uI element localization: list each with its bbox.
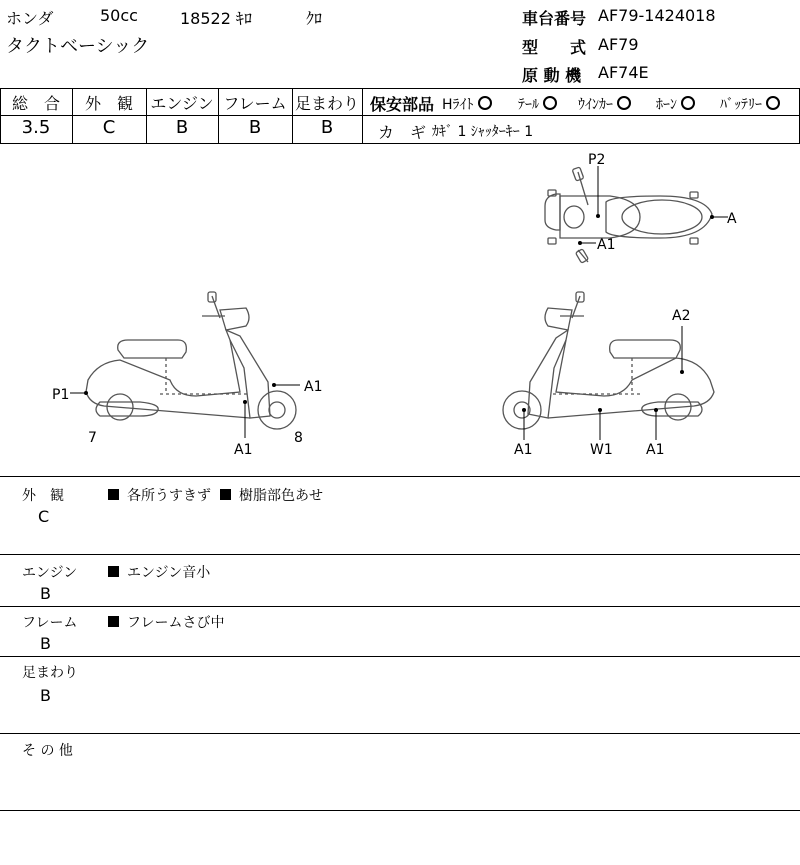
frame-no: AF79-1424018 bbox=[598, 6, 716, 25]
rating-overall-value: 3.5 bbox=[21, 117, 51, 138]
rating-exterior-value: C bbox=[102, 117, 116, 138]
note-exterior-grade: C bbox=[38, 507, 50, 526]
note-exterior-item: 樹脂部色あせ bbox=[220, 485, 323, 505]
color: ｸﾛ bbox=[306, 9, 323, 28]
safety-item-tail: ﾃｰﾙ bbox=[518, 94, 557, 114]
note-engine-grade: B bbox=[40, 584, 51, 603]
note-suspension-section: 足まわり bbox=[22, 665, 78, 681]
key-label: カ ギ bbox=[378, 123, 427, 142]
frame-no-label: 車台番号 bbox=[522, 9, 587, 28]
note-exterior-item: 各所うすきず bbox=[108, 485, 211, 505]
type-label: 型 式 bbox=[522, 38, 587, 57]
note-engine-section: エンジン bbox=[22, 565, 78, 581]
note-exterior-section: 外 観 bbox=[22, 488, 64, 504]
engine-value: AF74E bbox=[598, 63, 649, 82]
maker: ホンダ bbox=[6, 9, 54, 28]
diagram-label-a1-right-rear: A1 bbox=[646, 442, 665, 458]
rating-suspension-value: B bbox=[320, 117, 334, 138]
rating-overall-label: 総 合 bbox=[11, 94, 60, 113]
diagram-label-8: 8 bbox=[294, 430, 303, 446]
diagram-label-7: 7 bbox=[88, 430, 97, 446]
note-frame-grade: B bbox=[40, 634, 51, 653]
diagram-label-a1-right-front: A1 bbox=[514, 442, 533, 458]
safety-label: 保安部品 bbox=[370, 95, 435, 114]
model-name: タクトベーシック bbox=[6, 36, 150, 57]
rating-frame-label: フレーム bbox=[223, 94, 287, 113]
diagram-label-p1: P1 bbox=[52, 387, 70, 403]
bullet-square-icon bbox=[108, 566, 119, 577]
safety-item-battery: ﾊﾞｯﾃﾘｰ bbox=[720, 94, 780, 114]
displacement: 50cc bbox=[100, 6, 138, 25]
safety-item-horn: ﾎｰﾝ bbox=[656, 94, 695, 114]
note-other-section: そ の 他 bbox=[22, 743, 73, 759]
safety-item-winker: ｳｲﾝｶｰ bbox=[578, 94, 631, 114]
bullet-square-icon bbox=[220, 489, 231, 500]
bullet-square-icon bbox=[108, 489, 119, 500]
scooter-top-view bbox=[545, 167, 712, 263]
rating-engine-label: エンジン bbox=[150, 94, 214, 113]
diagram-label-a2: A2 bbox=[672, 308, 691, 324]
rating-suspension-label: 足まわり bbox=[294, 94, 359, 113]
diagram-label-a1-top: A1 bbox=[597, 237, 616, 253]
diagram-label-a-rear: A bbox=[727, 211, 737, 227]
rating-engine-value: B bbox=[175, 117, 189, 138]
diagram-label-p2: P2 bbox=[588, 152, 606, 168]
note-frame-section: フレーム bbox=[22, 615, 78, 631]
bullet-square-icon bbox=[108, 616, 119, 627]
diagram-label-a1-left-floor: A1 bbox=[234, 442, 253, 458]
note-suspension-grade: B bbox=[40, 686, 51, 705]
note-engine-item: エンジン音小 bbox=[108, 562, 210, 582]
safety-item-headlight: Hﾗｲﾄ bbox=[442, 94, 492, 114]
diagram-label-w1: W1 bbox=[590, 442, 613, 458]
note-frame-item: フレームさび中 bbox=[108, 612, 224, 632]
mileage: 18522 ｷﾛ bbox=[180, 9, 252, 28]
scooter-left-view bbox=[86, 292, 296, 429]
engine-label: 原 動 機 bbox=[522, 66, 582, 85]
key-value: ｶｷﾞ 1 ｼｬｯﾀｰｷｰ 1 bbox=[432, 124, 534, 140]
type-value: AF79 bbox=[598, 35, 639, 54]
rating-frame-value: B bbox=[248, 117, 262, 138]
rating-exterior-label: 外 観 bbox=[84, 94, 133, 113]
diagram-label-a1-left-front: A1 bbox=[304, 379, 323, 395]
